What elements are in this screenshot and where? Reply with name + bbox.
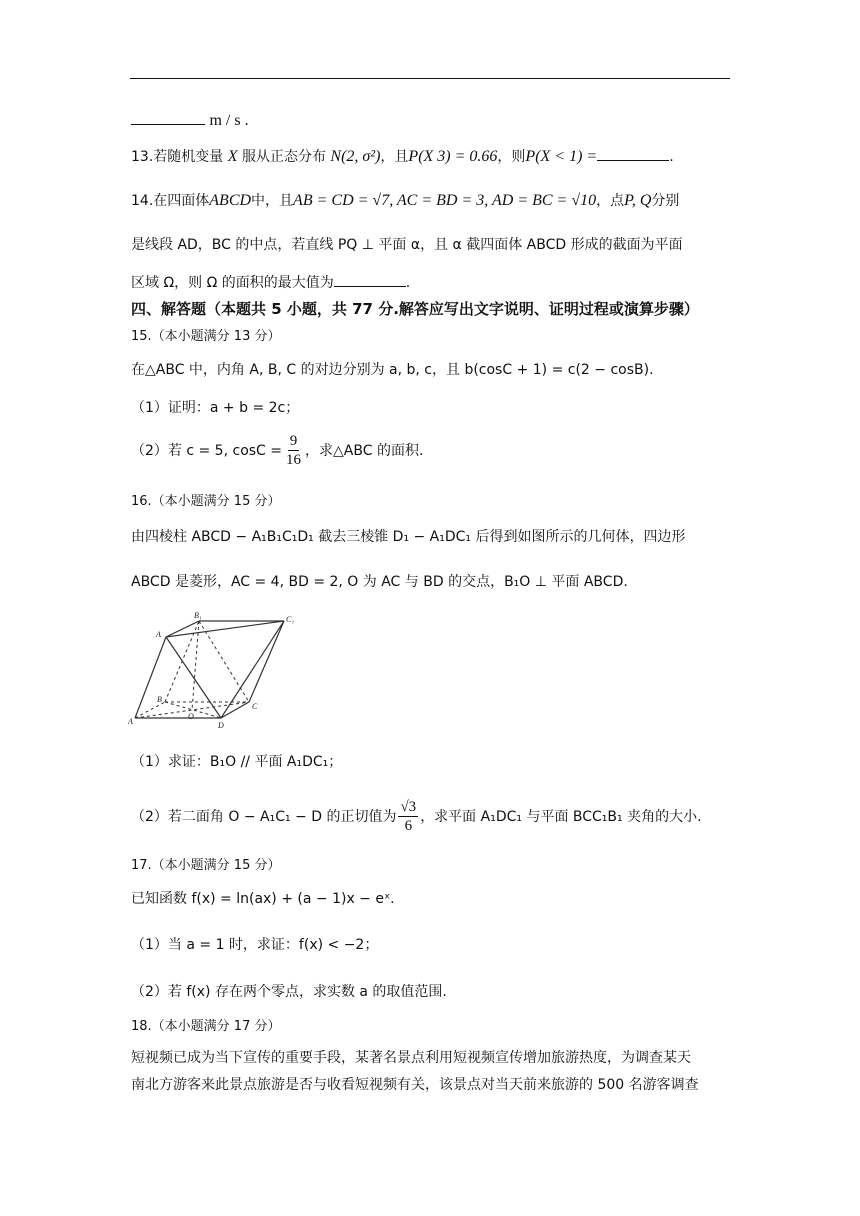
question-14-line3	[131, 272, 410, 293]
q14-text: 分别	[651, 193, 680, 209]
q18-line2: 南北方游客来此景点旅游是否与收看短视频有关，该景点对当天前来旅游的 500 名游客调查	[131, 1077, 699, 1093]
fraction-denominator: 16	[286, 452, 302, 468]
q15-header: 15.（本小题满分 13 分）	[131, 329, 281, 344]
geometry-figure	[128, 610, 298, 730]
q13-prob1: P(X 3) = 0.66	[408, 148, 498, 165]
fraction-numerator: 9	[289, 433, 298, 449]
q13-var: X	[227, 148, 238, 165]
q18-header: 18.（本小题满分 17 分）	[131, 1019, 281, 1034]
q14-text: 14.在四面体	[131, 193, 210, 209]
label-C: C	[252, 702, 258, 711]
fraction	[398, 798, 418, 835]
q16-part2	[131, 798, 702, 835]
q13-prob2: P(X < 1) =	[525, 148, 598, 165]
hidden-edge	[135, 702, 165, 718]
q13-text: ，且	[380, 149, 409, 165]
q14-points: P, Q	[624, 192, 652, 209]
q17-part2: （2）若 f(x) 存在两个零点，求实数 a 的取值范围.	[131, 984, 447, 1000]
q14-text: ，点	[596, 193, 625, 209]
q15-part1: （1）证明：a + b = 2c；	[131, 400, 300, 416]
label-O: O	[188, 712, 194, 721]
edge	[166, 637, 221, 718]
label-A: A	[128, 717, 133, 726]
q15-stem: 在△ABC 中，内角 A, B, C 的对边分别为 a, b, c，且 b(cosC + 1) = c(2 − cosB).	[131, 362, 654, 378]
question-13	[131, 146, 674, 167]
edge	[135, 637, 166, 718]
q16-text: （2）若二面角 O − A₁C₁ − D 的正切值为	[131, 808, 397, 825]
q17-stem: 已知函数 f(x) = ln(ax) + (a − 1)x − eˣ.	[131, 891, 395, 907]
q14-equation: AB = CD = √7, AC = BD = 3, AD = BC = √10	[293, 192, 597, 209]
q15-text: ，求△ABC 的面积.	[305, 442, 424, 459]
q17-header: 17.（本小题满分 15 分）	[131, 858, 281, 873]
label-D: D	[218, 721, 224, 730]
answer-blank	[131, 110, 205, 125]
question-14-line1	[131, 191, 679, 211]
answer-blank	[334, 272, 406, 287]
q16-stem-line2: ABCD 是菱形，AC = 4, BD = 2, O 为 AC 与 BD 的交点，B₁O ⊥ 平面 ABCD.	[131, 574, 628, 590]
section-heading: 四、解答题（本题共 5 小题，共 77 分.解答应写出文字说明、证明过程或演算步骤）	[131, 300, 699, 318]
q14-text: 中，且	[251, 193, 294, 209]
hidden-edge	[165, 621, 199, 702]
top-rule	[130, 78, 730, 79]
edge	[221, 702, 249, 718]
q14-end: .	[405, 275, 411, 291]
q13-text: 13.若随机变量	[131, 149, 224, 165]
q13-text: 服从正态分布	[241, 149, 326, 165]
label-B: B	[157, 695, 162, 704]
fraction-numerator: √3	[400, 799, 417, 815]
label-B1: B₁	[194, 611, 202, 620]
fraction-denominator: 6	[404, 818, 413, 834]
q13-distribution: N(2, σ²)	[330, 148, 381, 165]
q16-stem-line1: 由四棱柱 ABCD − A₁B₁C₁D₁ 截去三棱锥 D₁ − A₁DC₁ 后得到如图所示的几何体，四边形	[131, 529, 686, 545]
q16-header: 16.（本小题满分 15 分）	[131, 494, 281, 509]
edge	[249, 621, 284, 702]
q15-text: （2）若 c = 5, cosC =	[131, 442, 283, 459]
q16-text: ，求平面 A₁DC₁ 与平面 BCC₁B₁ 夹角的大小.	[420, 808, 702, 825]
answer-blank	[597, 146, 669, 161]
fraction	[284, 432, 303, 469]
q14-text: 区域 Ω，则 Ω 的面积的最大值为	[131, 275, 334, 291]
q14-tetrahedron: ABCD	[209, 192, 252, 209]
q16-part1: （1）求证：B₁O // 平面 A₁DC₁；	[131, 754, 343, 770]
q13-text: ，则	[497, 149, 526, 165]
q18-line1: 短视频已成为当下宣传的重要手段，某著名景点利用短视频宣传增加旅游热度，为调查某天	[131, 1050, 691, 1066]
q15-part2	[131, 432, 423, 469]
q13-end: .	[669, 149, 674, 165]
q12-unit: m / s .	[209, 112, 249, 129]
label-A1: A	[156, 630, 161, 639]
q12-answer-line	[131, 110, 249, 131]
question-14-line2: 是线段 AD，BC 的中点，若直线 PQ ⊥ 平面 α，且 α 截四面体 ABCD 形成的截面为平面	[131, 237, 683, 253]
q17-part1: （1）当 a = 1 时，求证：f(x) < −2；	[131, 937, 379, 953]
hidden-edge	[199, 621, 249, 702]
label-C1: C₁	[286, 615, 295, 624]
